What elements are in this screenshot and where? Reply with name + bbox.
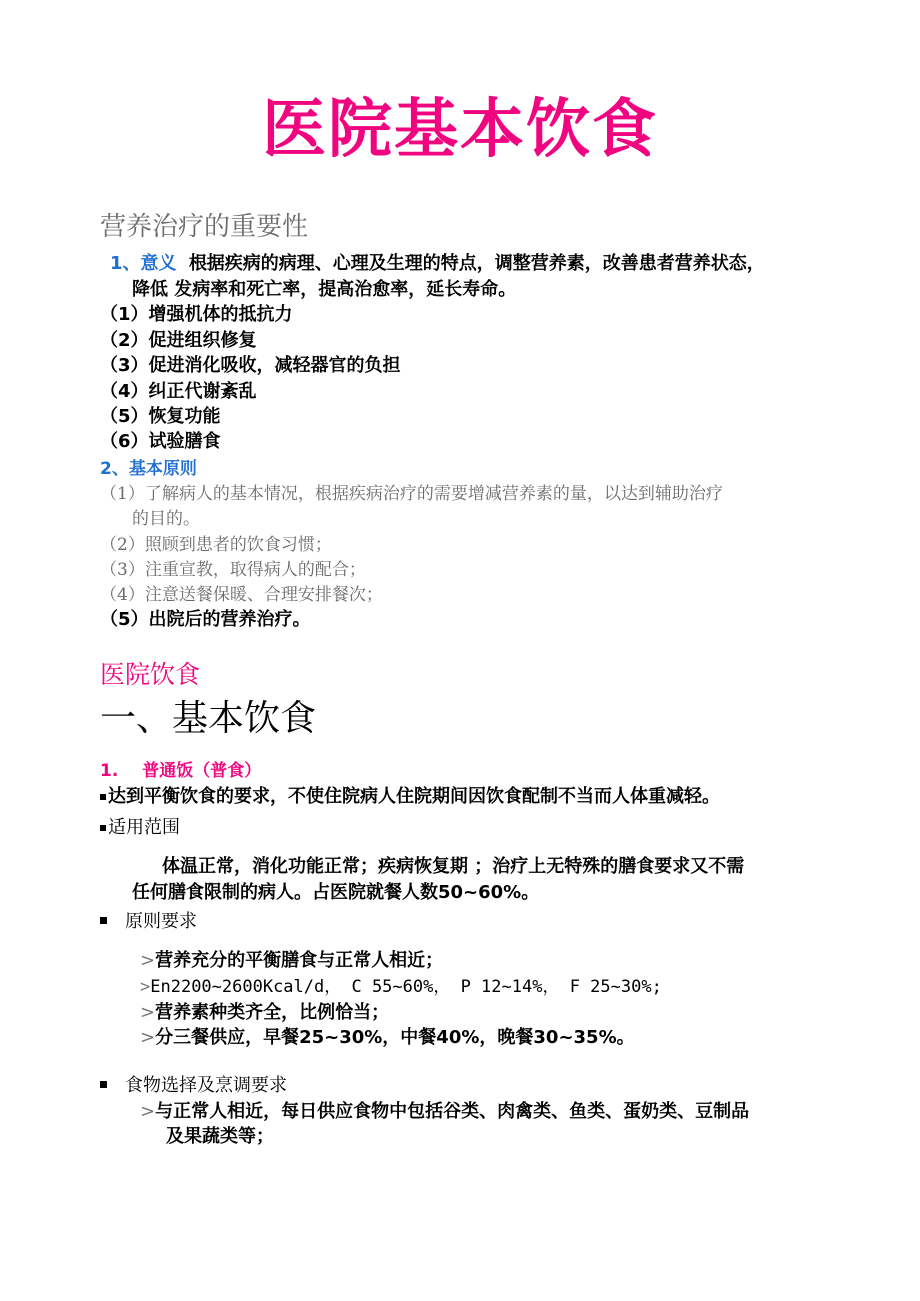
meaning-line xyxy=(110,249,765,275)
arrow-icon: > xyxy=(140,977,151,997)
req-item-1 xyxy=(140,946,443,972)
principle-req-line xyxy=(100,907,197,933)
square-bullet-icon xyxy=(100,917,107,924)
food-choice-line xyxy=(100,1071,287,1097)
food-text-2: 及果蔬类等； xyxy=(166,1126,274,1147)
food-text-1 xyxy=(140,1097,749,1123)
food-choice-label: 食物选择及烹调要求 xyxy=(125,1075,287,1096)
principle-2: （2）照顾到患者的饮食习惯； xyxy=(100,535,332,555)
meaning-continuation: 降低 发病率和死亡率，提高治愈率，延长寿命。 xyxy=(132,279,517,300)
arrow-icon: > xyxy=(140,1002,156,1023)
principle-req-label: 原则要求 xyxy=(125,911,197,932)
basic-diet-heading: 一、基本饮食 xyxy=(100,698,317,739)
principle-4: （4）注意送餐保暖、合理安排餐次； xyxy=(100,585,383,605)
square-bullet-icon xyxy=(100,794,106,800)
food-text-1-text: 与正常人相近，每日供应食物中包括谷类、肉禽类、鱼类、蛋奶类、豆制品 xyxy=(155,1101,750,1122)
normal-diet-number: 1. xyxy=(100,761,119,781)
point-1: （1）增强机体的抵抗力 xyxy=(100,304,293,325)
point-3: （3）促进消化吸收，减轻器官的负担 xyxy=(100,355,401,376)
req-item-3 xyxy=(140,998,389,1024)
point-2: （2）促进组织修复 xyxy=(100,330,257,351)
normal-diet-heading xyxy=(100,756,261,781)
req-item-4 xyxy=(140,1023,635,1049)
section-heading-nutrition: 营养治疗的重要性 xyxy=(100,212,309,242)
point-6: （6）试验膳食 xyxy=(100,431,221,452)
scope-line xyxy=(100,813,180,839)
meaning-text: 根据疾病的病理、心理及生理的特点，调整营养素，改善患者营养状态， xyxy=(188,253,765,274)
meaning-label: 1、意义 xyxy=(110,253,177,274)
square-bullet-icon xyxy=(100,825,106,831)
principle-1: （1）了解病人的基本情况，根据疾病治疗的需要增减营养素的量，以达到辅助治疗 xyxy=(100,484,723,504)
scope-text-2: 任何膳食限制的病人。占医院就餐人数50~60%。 xyxy=(132,882,540,903)
goal-line xyxy=(100,782,720,808)
basic-principles-label: 2、基本原则 xyxy=(100,459,197,479)
principle-3: （3）注重宣教，取得病人的配合； xyxy=(100,560,366,580)
hospital-diet-heading: 医院饮食 xyxy=(100,660,201,689)
page-title: 医院基本饮食 xyxy=(262,93,658,167)
req-item-3-text: 营养素种类齐全，比例恰当； xyxy=(155,1002,390,1023)
req-item-2 xyxy=(140,972,662,997)
req-item-2-text: En2200~2600Kcal/d， C 55~60%， P 12~14%， F 25~30%; xyxy=(150,977,662,997)
req-item-1-text: 营养充分的平衡膳食与正常人相近； xyxy=(155,950,444,971)
scope-text-1: 体温正常，消化功能正常；疾病恢复期 ；治疗上无特殊的膳食要求又不需 xyxy=(162,856,745,877)
point-5: （5）恢复功能 xyxy=(100,406,221,427)
req-item-4-text: 分三餐供应，早餐25~30%，中餐40%，晚餐30~35%。 xyxy=(155,1027,635,1048)
arrow-icon: > xyxy=(140,950,156,971)
point-4: （4）纠正代谢紊乱 xyxy=(100,381,257,402)
normal-diet-label: 普通饭（普食） xyxy=(142,761,262,781)
square-bullet-icon xyxy=(100,1081,107,1088)
arrow-icon: > xyxy=(140,1027,156,1048)
principle-1-cont: 的目的。 xyxy=(132,509,200,529)
goal-text: 达到平衡饮食的要求，不使住院病人住院期间因饮食配制不当而人体重减轻。 xyxy=(108,786,720,807)
scope-label: 适用范围 xyxy=(108,817,180,838)
principle-5: （5）出院后的营养治疗。 xyxy=(100,609,311,630)
arrow-icon: > xyxy=(140,1101,156,1122)
